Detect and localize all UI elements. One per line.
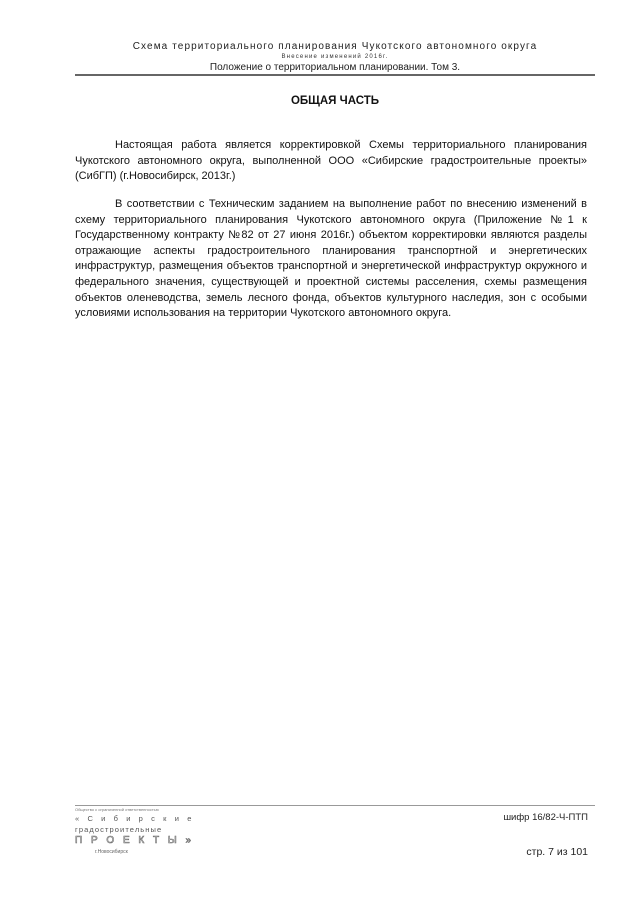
logo-city: г.Новосибирск — [95, 849, 128, 855]
section-title: ОБЩАЯ ЧАСТЬ — [290, 95, 380, 107]
document-header-title: Схема территориального планирования Чукотского автономного округа — [132, 41, 538, 52]
body-paragraph-2: В соответствии с Техническим заданием на выполнение работ по внесению изменений в схему территориального планирования Чукотского автономного округа (Приложение №1 к Государственному контракту №82 от 27 июня 2016г.) объектом корректировки являются разделы отражающие аспекты градостроительного планирования транспортной и энергетических инфраструктур, размещения объектов транспортной и энергетической инфраструктур окружного и федерального значения, существующей и проектной системы расселения, схемы размещения объектов оленеводства, земель лесного фонда, объектов культурного наследия, зон с особыми условиями использования на территории Чукотского автономного округа. — [75, 198, 587, 320]
document-cipher: шифр 16/82-Ч-ПТП — [503, 812, 588, 823]
document-header-subtitle: Внесение изменений 2016г. — [281, 54, 389, 60]
logo-line-sibirskie: « С и б и р с к и е — [75, 814, 195, 823]
logo-company-type: Общество с ограниченной ответственностью — [75, 807, 159, 812]
header-divider — [75, 74, 595, 76]
body-paragraph-1: Настоящая работа является корректировкой Схемы территориального планирования Чукотского автономного округа, выполненной ООО «Сибирские градостроительные проекты» (СибГП) (г.Новосибирск, 2013г.) — [75, 139, 587, 183]
footer-divider — [75, 805, 595, 806]
company-logo — [75, 807, 195, 857]
page-number: стр. 7 из 101 — [526, 846, 588, 858]
logo-line-gradostroitelnye: градостроительные — [75, 825, 163, 834]
document-header-volume: Положение о территориальном планировании. Том 3. — [209, 62, 461, 73]
logo-line-proekty: П Р О Е К Т Ы » — [75, 835, 195, 846]
